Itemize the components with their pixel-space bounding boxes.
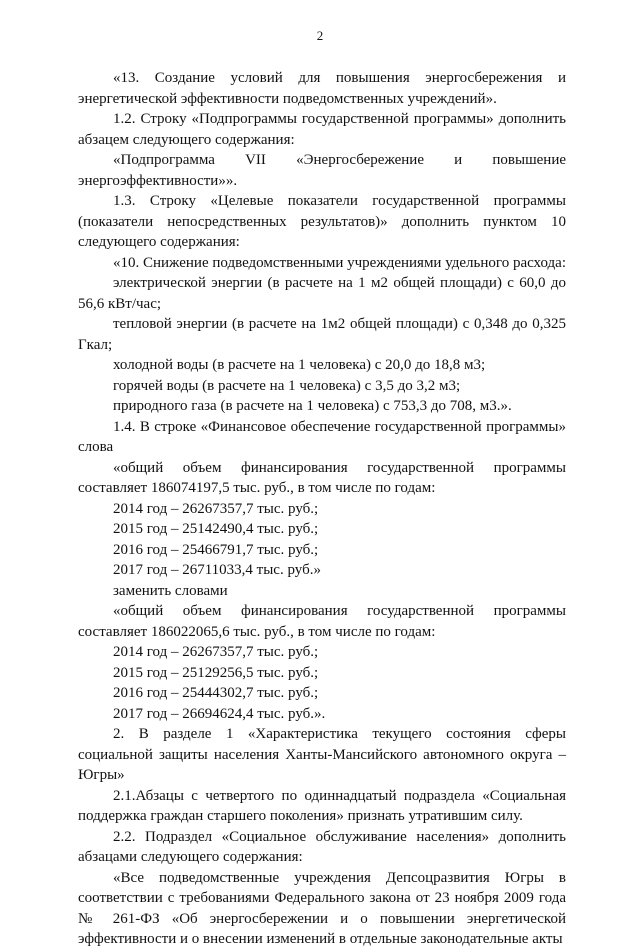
paragraph: 1.4. В строке «Финансовое обеспечение государственной программы» слова [78, 418, 566, 455]
paragraph: 1.3. Строку «Целевые показатели государственной программы (показатели непосредственных результатов)» дополнить пунктом 10 следующего содержания: [78, 193, 566, 250]
paragraph: природного газа (в расчете на 1 человека) с 753,3 до 708, м3.». [113, 398, 512, 414]
paragraph: холодной воды (в расчете на 1 человека) с 20,0 до 18,8 м3; [113, 357, 486, 373]
paragraph: «общий объем финансирования государственной программы составляет 186022065,6 тыс. руб., в том числе по годам: [78, 603, 566, 640]
paragraph: электрической энергии (в расчете на 1 м2 общей площади) с 60,0 до 56,6 кВт/час; [78, 275, 566, 312]
document-body [78, 68, 566, 950]
year-line: 2016 год – 25466791,7 тыс. руб.; [113, 541, 319, 558]
year-line: 2014 год – 26267357,7 тыс. руб.; [113, 500, 319, 517]
paragraph: 1.2. Строку «Подпрограммы государственной программы» дополнить абзацем следующего содержания: [78, 111, 566, 148]
paragraph: «общий объем финансирования государственной программы составляет 186074197,5 тыс. руб., в том числе по годам: [78, 459, 566, 496]
paragraph: тепловой энергии (в расчете на 1м2 общей площади) с 0,348 до 0,325 Гкал; [78, 316, 566, 353]
year-line: 2016 год – 25444302,7 тыс. руб.; [113, 685, 319, 701]
paragraph: заменить словами [113, 582, 228, 599]
paragraph: «Подпрограмма VII «Энергосбережение и повышение энергоэффективности»». [78, 152, 566, 189]
paragraph: 2. В разделе 1 «Характеристика текущего состояния сферы социальной защиты населения Ханты-Мансийского автономного округа – Югры» [78, 726, 566, 783]
year-line: 2017 год – 26711033,4 тыс. руб.» [113, 562, 321, 578]
paragraph: «10. Снижение подведомственными учреждениями удельного расхода: [113, 254, 567, 271]
page-number: 2 [316, 28, 324, 43]
paragraph: 2.1.Абзацы с четвертого по одиннадцатый подраздела «Социальная поддержка граждан старшего поколения» признать утратившим силу. [78, 787, 566, 824]
paragraph: «Все подведомственные учреждения Депсоцразвития Югры в соответствии с требованиями Федерального закона от 23 ноября 2009 года № 261-ФЗ «Об энергосбережении и о повышении энергетической эффективности и о внесении изменений в отдельные законодательные акты [78, 869, 566, 947]
year-line: 2017 год – 26694624,4 тыс. руб.». [113, 705, 326, 722]
year-line: 2015 год – 25142490,4 тыс. руб.; [113, 521, 319, 537]
year-line: 2015 год – 25129256,5 тыс. руб.; [113, 664, 319, 681]
paragraph: 2.2. Подраздел «Социальное обслуживание населения» дополнить абзацами следующего содержания: [78, 828, 566, 865]
year-line: 2014 год – 26267357,7 тыс. руб.; [113, 644, 319, 660]
paragraph: горячей воды (в расчете на 1 человека) с 3,5 до 3,2 м3; [113, 377, 461, 394]
paragraph: «13. Создание условий для повышения энергосбережения и энергетической эффективности подведомственных учреждений». [78, 70, 566, 107]
